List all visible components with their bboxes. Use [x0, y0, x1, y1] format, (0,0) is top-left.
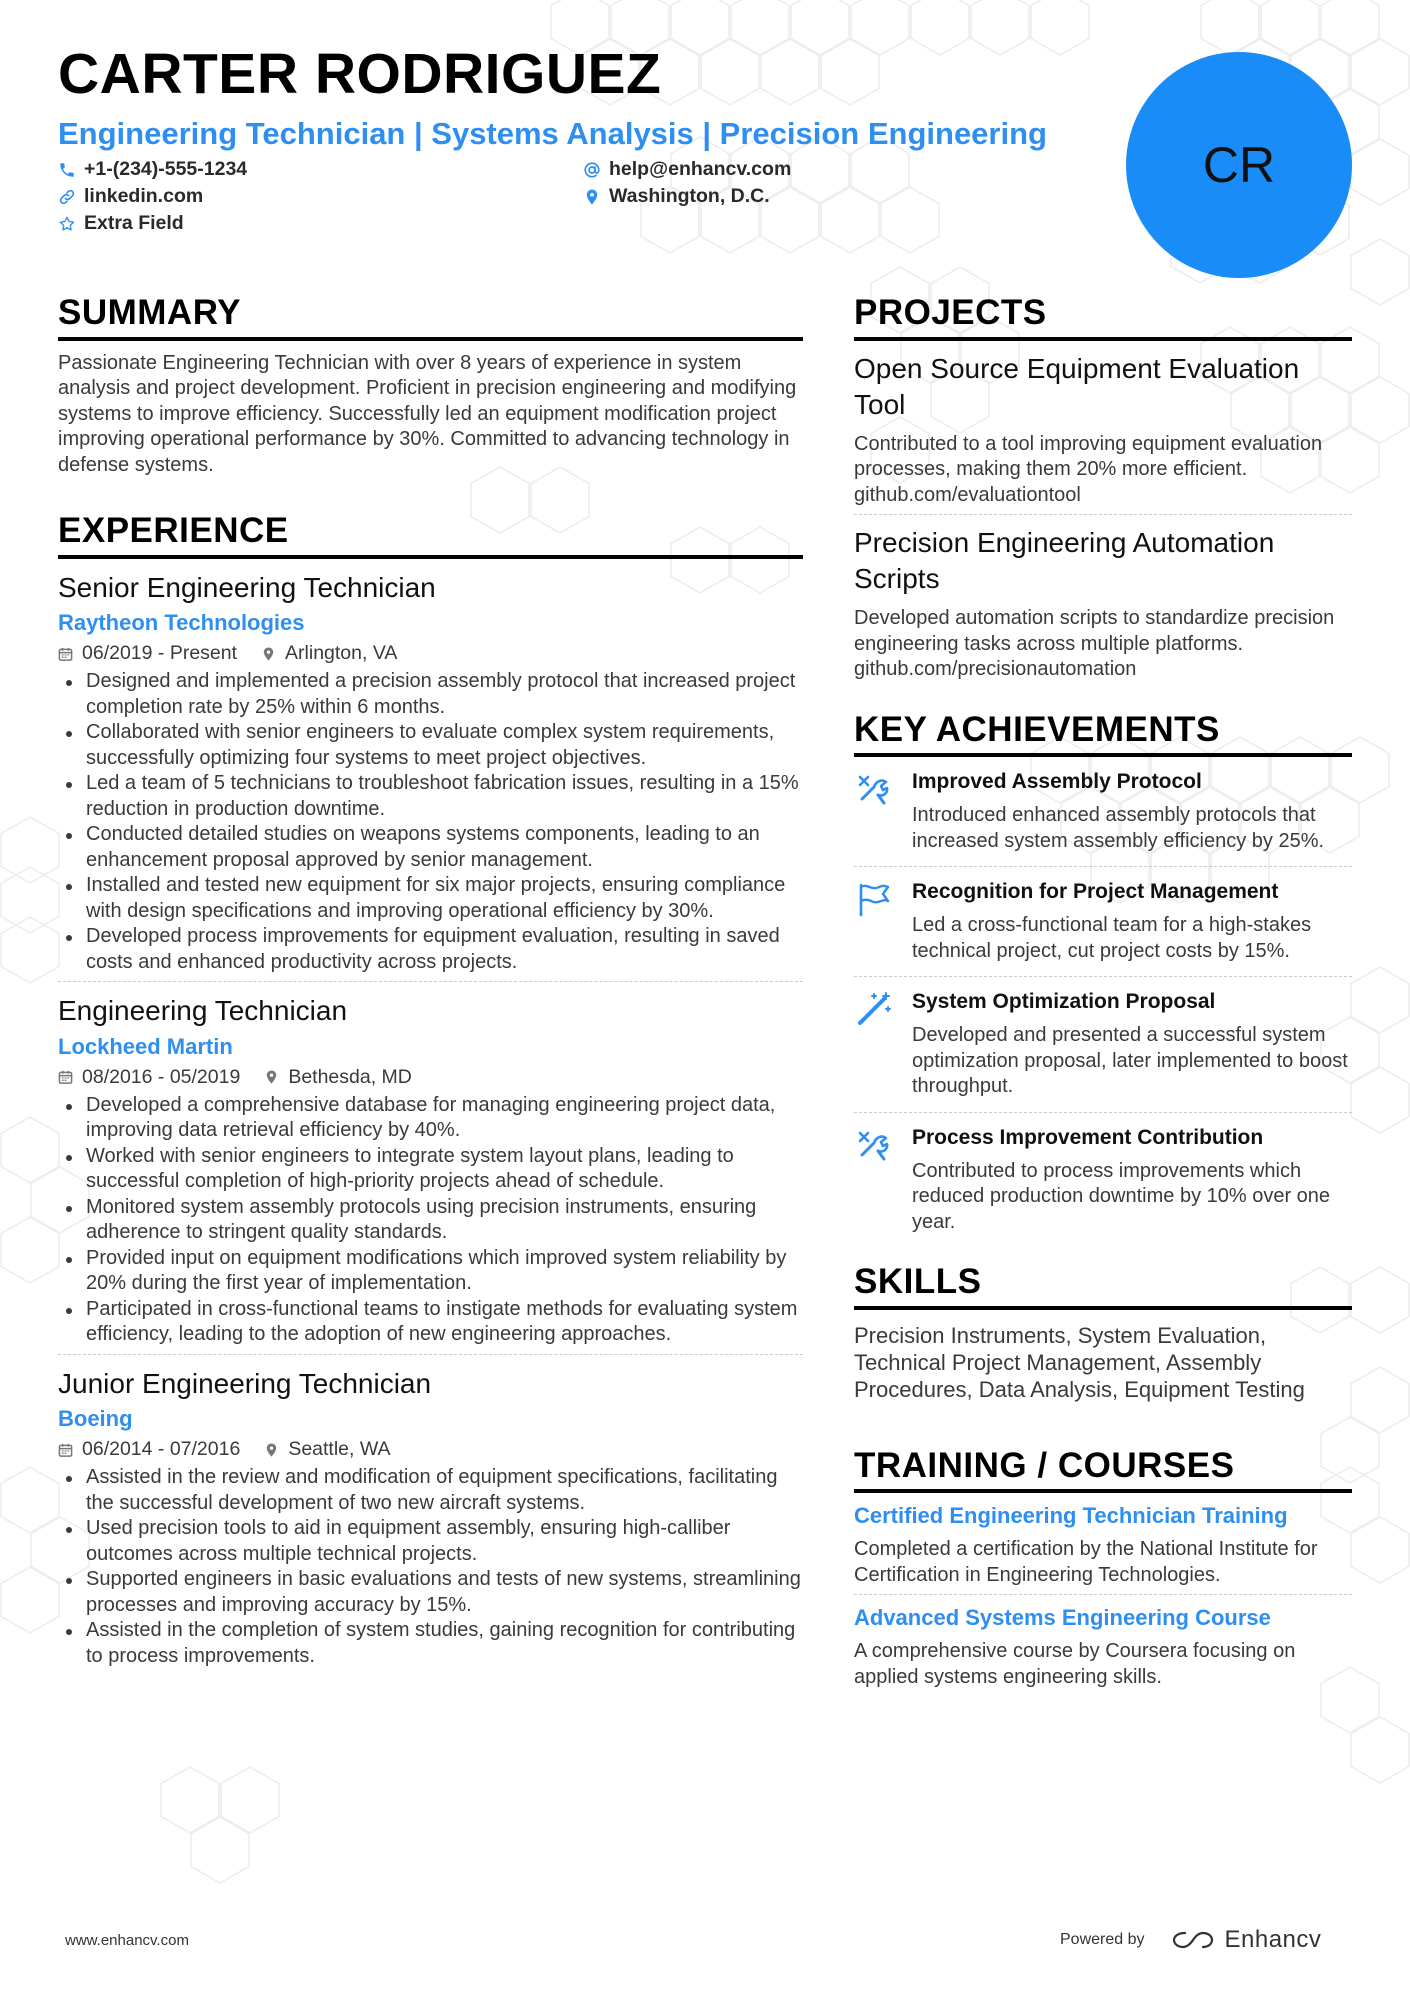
section-divider	[854, 1594, 1352, 1595]
project-item	[854, 525, 1352, 683]
projects-heading: PROJECTS	[854, 294, 1352, 341]
right-column	[854, 294, 1352, 1690]
bullet-item: Assisted in the review and modification of equipment specifications, facilitating the successful development of two new aircraft systems.	[58, 1465, 803, 1516]
job-title: Senior Engineering Technician	[58, 571, 436, 603]
job-bullets	[58, 1465, 803, 1669]
training-heading: TRAINING / COURSES	[854, 1447, 1352, 1494]
experience-list	[58, 571, 803, 1670]
linkedin-text[interactable]: linkedin.com	[84, 185, 204, 207]
calendar-icon	[58, 1069, 73, 1085]
projects-list	[854, 351, 1352, 683]
tools-icon	[854, 769, 894, 809]
tools-icon	[854, 1125, 894, 1165]
job-entry	[58, 1367, 803, 1670]
project-desc: Contributed to a tool improving equipment evaluation processes, making them 20% more efficient. github.com/evaluationtool	[854, 432, 1323, 506]
phone-icon	[58, 161, 76, 179]
achievement-block	[854, 867, 1352, 977]
company-name[interactable]: Lockheed Martin	[58, 1033, 233, 1059]
location-pin-icon	[261, 646, 276, 662]
job-dates	[58, 642, 237, 665]
course-title[interactable]: Advanced Systems Engineering Course	[854, 1605, 1271, 1630]
extra-field-contact	[58, 212, 184, 235]
link-icon	[58, 188, 76, 206]
course-desc: A comprehensive course by Coursera focusing on applied systems engineering skills.	[854, 1640, 1296, 1688]
bullet-item: Installed and tested new equipment for six major projects, ensuring compliance with design specifications and improving operational efficiency by 30%.	[58, 873, 803, 924]
footer-website[interactable]: www.enhancv.com	[65, 1932, 189, 1949]
achievements-list	[854, 757, 1352, 1235]
skills-heading: SKILLS	[854, 1263, 1352, 1310]
job-meta	[58, 1066, 803, 1089]
job-entry	[58, 994, 803, 1355]
avatar-initials: CR	[1202, 137, 1276, 193]
candidate-name: CARTER RODRIGUEZ	[58, 42, 662, 106]
location-text: Washington, D.C.	[609, 185, 770, 207]
bullet-item: Monitored system assembly protocols using precision instruments, ensuring adherence to stringent quality standards.	[58, 1195, 803, 1246]
job-dates-text: 08/2016 - 05/2019	[82, 1065, 241, 1088]
left-column	[58, 294, 803, 1669]
bullet-item: Collaborated with senior engineers to evaluate complex system requirements, successfully optimizing four systems to meet project objectives.	[58, 720, 803, 771]
project-desc: Developed automation scripts to standardize precision engineering tasks across multiple platforms. github.com/precisionautomation	[854, 607, 1335, 680]
bullet-item: Conducted detailed studies on weapons systems components, leading to an enhancement proposal approved by senior management.	[58, 822, 803, 873]
achievement-item	[854, 977, 1352, 1100]
section-divider	[58, 1354, 803, 1355]
experience-heading: EXPERIENCE	[58, 512, 803, 559]
section-divider	[58, 981, 803, 982]
bullet-item: Used precision tools to aid in equipment assembly, ensuring high-calliber outcomes across multiple technical projects.	[58, 1516, 803, 1567]
phone-contact	[58, 158, 247, 181]
achievement-title: Recognition for Project Management	[912, 880, 1279, 903]
bullet-item: Provided input on equipment modifications which improved system reliability by 20% during the first year of implementation.	[58, 1246, 803, 1297]
job-location	[264, 1066, 412, 1089]
bullet-item: Supported engineers in basic evaluations and tests of new systems, streamlining processes and improving accuracy by 15%.	[58, 1567, 803, 1618]
achievement-title: Process Improvement Contribution	[912, 1125, 1264, 1149]
bullet-item: Assisted in the completion of system studies, gaining recognition for contributing to process improvements.	[58, 1618, 803, 1669]
achievement-desc: Developed and presented a successful system optimization proposal, later implemented to boost throughput.	[912, 1024, 1348, 1097]
job-dates-text: 06/2019 - Present	[82, 642, 238, 665]
course-title[interactable]: Certified Engineering Technician Training	[854, 1503, 1288, 1528]
job-title: Junior Engineering Technician	[58, 1367, 432, 1399]
linkedin-contact	[58, 185, 203, 208]
job-location	[261, 642, 397, 665]
location-pin-icon	[583, 188, 601, 206]
summary-heading: SUMMARY	[58, 294, 803, 341]
project-item	[854, 351, 1352, 516]
achievement-item	[854, 1113, 1352, 1236]
location-pin-icon	[264, 1442, 279, 1458]
flag-icon	[854, 879, 894, 919]
footer-branding	[1060, 1926, 1321, 1954]
powered-by-text: Powered by	[1060, 1931, 1145, 1948]
course-item	[854, 1503, 1352, 1595]
extra-field-text: Extra Field	[84, 212, 184, 234]
at-icon	[583, 161, 601, 179]
job-entry	[58, 571, 803, 983]
achievement-item	[854, 757, 1352, 854]
job-dates	[58, 1066, 240, 1089]
achievement-title: Improved Assembly Protocol	[912, 770, 1202, 793]
headline: Engineering Technician | Systems Analysis | Precision Engineering	[58, 116, 1047, 151]
bullet-item: Worked with senior engineers to integrate system layout plans, leading to successful completion of high-priority projects ahead of schedule.	[58, 1144, 803, 1195]
achievement-block	[854, 1113, 1352, 1236]
achievement-title: System Optimization Proposal	[912, 990, 1216, 1013]
bullet-item: Led a team of 5 technicians to troubleshoot fabrication issues, resulting in a 15% reduction in production downtime.	[58, 771, 803, 822]
job-location-text: Seattle, WA	[288, 1438, 391, 1461]
enhancv-logo-icon	[1171, 1929, 1215, 1951]
achievement-text	[912, 769, 1352, 854]
job-location	[264, 1438, 390, 1461]
job-bullets	[58, 1093, 803, 1348]
location-contact	[583, 185, 770, 208]
enhancv-logo-text: Enhancv	[1224, 1926, 1322, 1953]
job-title: Engineering Technician	[58, 995, 348, 1027]
company-name[interactable]: Raytheon Technologies	[58, 610, 305, 636]
location-pin-icon	[264, 1069, 279, 1085]
bullet-item: Developed process improvements for equipment evaluation, resulting in saved costs and enhanced productivity across projects.	[58, 924, 803, 975]
summary-text: Passionate Engineering Technician with over 8 years of experience in system analysis and project development. Proficient in precision engineering and modifying systems to improve efficiency. Successfully led an equipment modification project improving operational performance by 30%. Committed to advancing technology in defense systems.	[58, 351, 797, 476]
bullet-item: Designed and implemented a precision assembly protocol that increased project completion rate by 25% within 6 months.	[58, 669, 803, 720]
achievement-text	[912, 879, 1352, 964]
project-title: Open Source Equipment Evaluation Tool	[854, 352, 1300, 420]
job-dates	[58, 1438, 240, 1461]
magic-wand-icon	[854, 989, 894, 1029]
job-location-text: Bethesda, MD	[288, 1065, 412, 1088]
email-text[interactable]: help@enhancv.com	[609, 158, 792, 180]
achievement-desc: Contributed to process improvements which reduced production downtime by 10% over one year.	[912, 1159, 1331, 1233]
bullet-item: Participated in cross-functional teams to instigate methods for evaluating system efficiency, leading to the adoption of new engineering approaches.	[58, 1297, 803, 1348]
achievement-text	[912, 1125, 1352, 1236]
achievement-text	[912, 989, 1352, 1100]
star-icon	[58, 215, 76, 233]
job-meta	[58, 1438, 803, 1461]
achievements-heading: KEY ACHIEVEMENTS	[854, 711, 1352, 758]
job-meta	[58, 642, 803, 665]
achievement-block	[854, 757, 1352, 867]
achievement-desc: Led a cross-functional team for a high-stakes technical project, cut project costs by 15%.	[912, 914, 1312, 962]
calendar-icon	[58, 646, 73, 662]
job-dates-text: 06/2014 - 07/2016	[82, 1438, 241, 1461]
course-item	[854, 1605, 1352, 1690]
enhancv-logo[interactable]	[1171, 1926, 1322, 1954]
email-contact	[583, 158, 791, 181]
skills-text: Precision Instruments, System Evaluation, Technical Project Management, Assembly Procedures, Data Analysis, Equipment Testing	[854, 1322, 1305, 1402]
achievement-item	[854, 867, 1352, 964]
calendar-icon	[58, 1442, 73, 1458]
job-bullets	[58, 669, 803, 975]
achievement-block	[854, 977, 1352, 1113]
training-list	[854, 1503, 1352, 1690]
achievement-desc: Introduced enhanced assembly protocols that increased system assembly efficiency by 25%.	[912, 804, 1325, 852]
course-desc: Completed a certification by the National Institute for Certification in Engineering Technologies.	[854, 1538, 1318, 1586]
project-title: Precision Engineering Automation Scripts	[854, 527, 1275, 594]
section-divider	[854, 514, 1352, 515]
bullet-item: Developed a comprehensive database for managing engineering project data, improving data retrieval efficiency by 40%.	[58, 1093, 803, 1144]
company-name[interactable]: Boeing	[58, 1406, 133, 1432]
job-location-text: Arlington, VA	[285, 642, 398, 665]
avatar	[1126, 52, 1352, 278]
phone-text[interactable]: +1-(234)-555-1234	[84, 158, 248, 180]
